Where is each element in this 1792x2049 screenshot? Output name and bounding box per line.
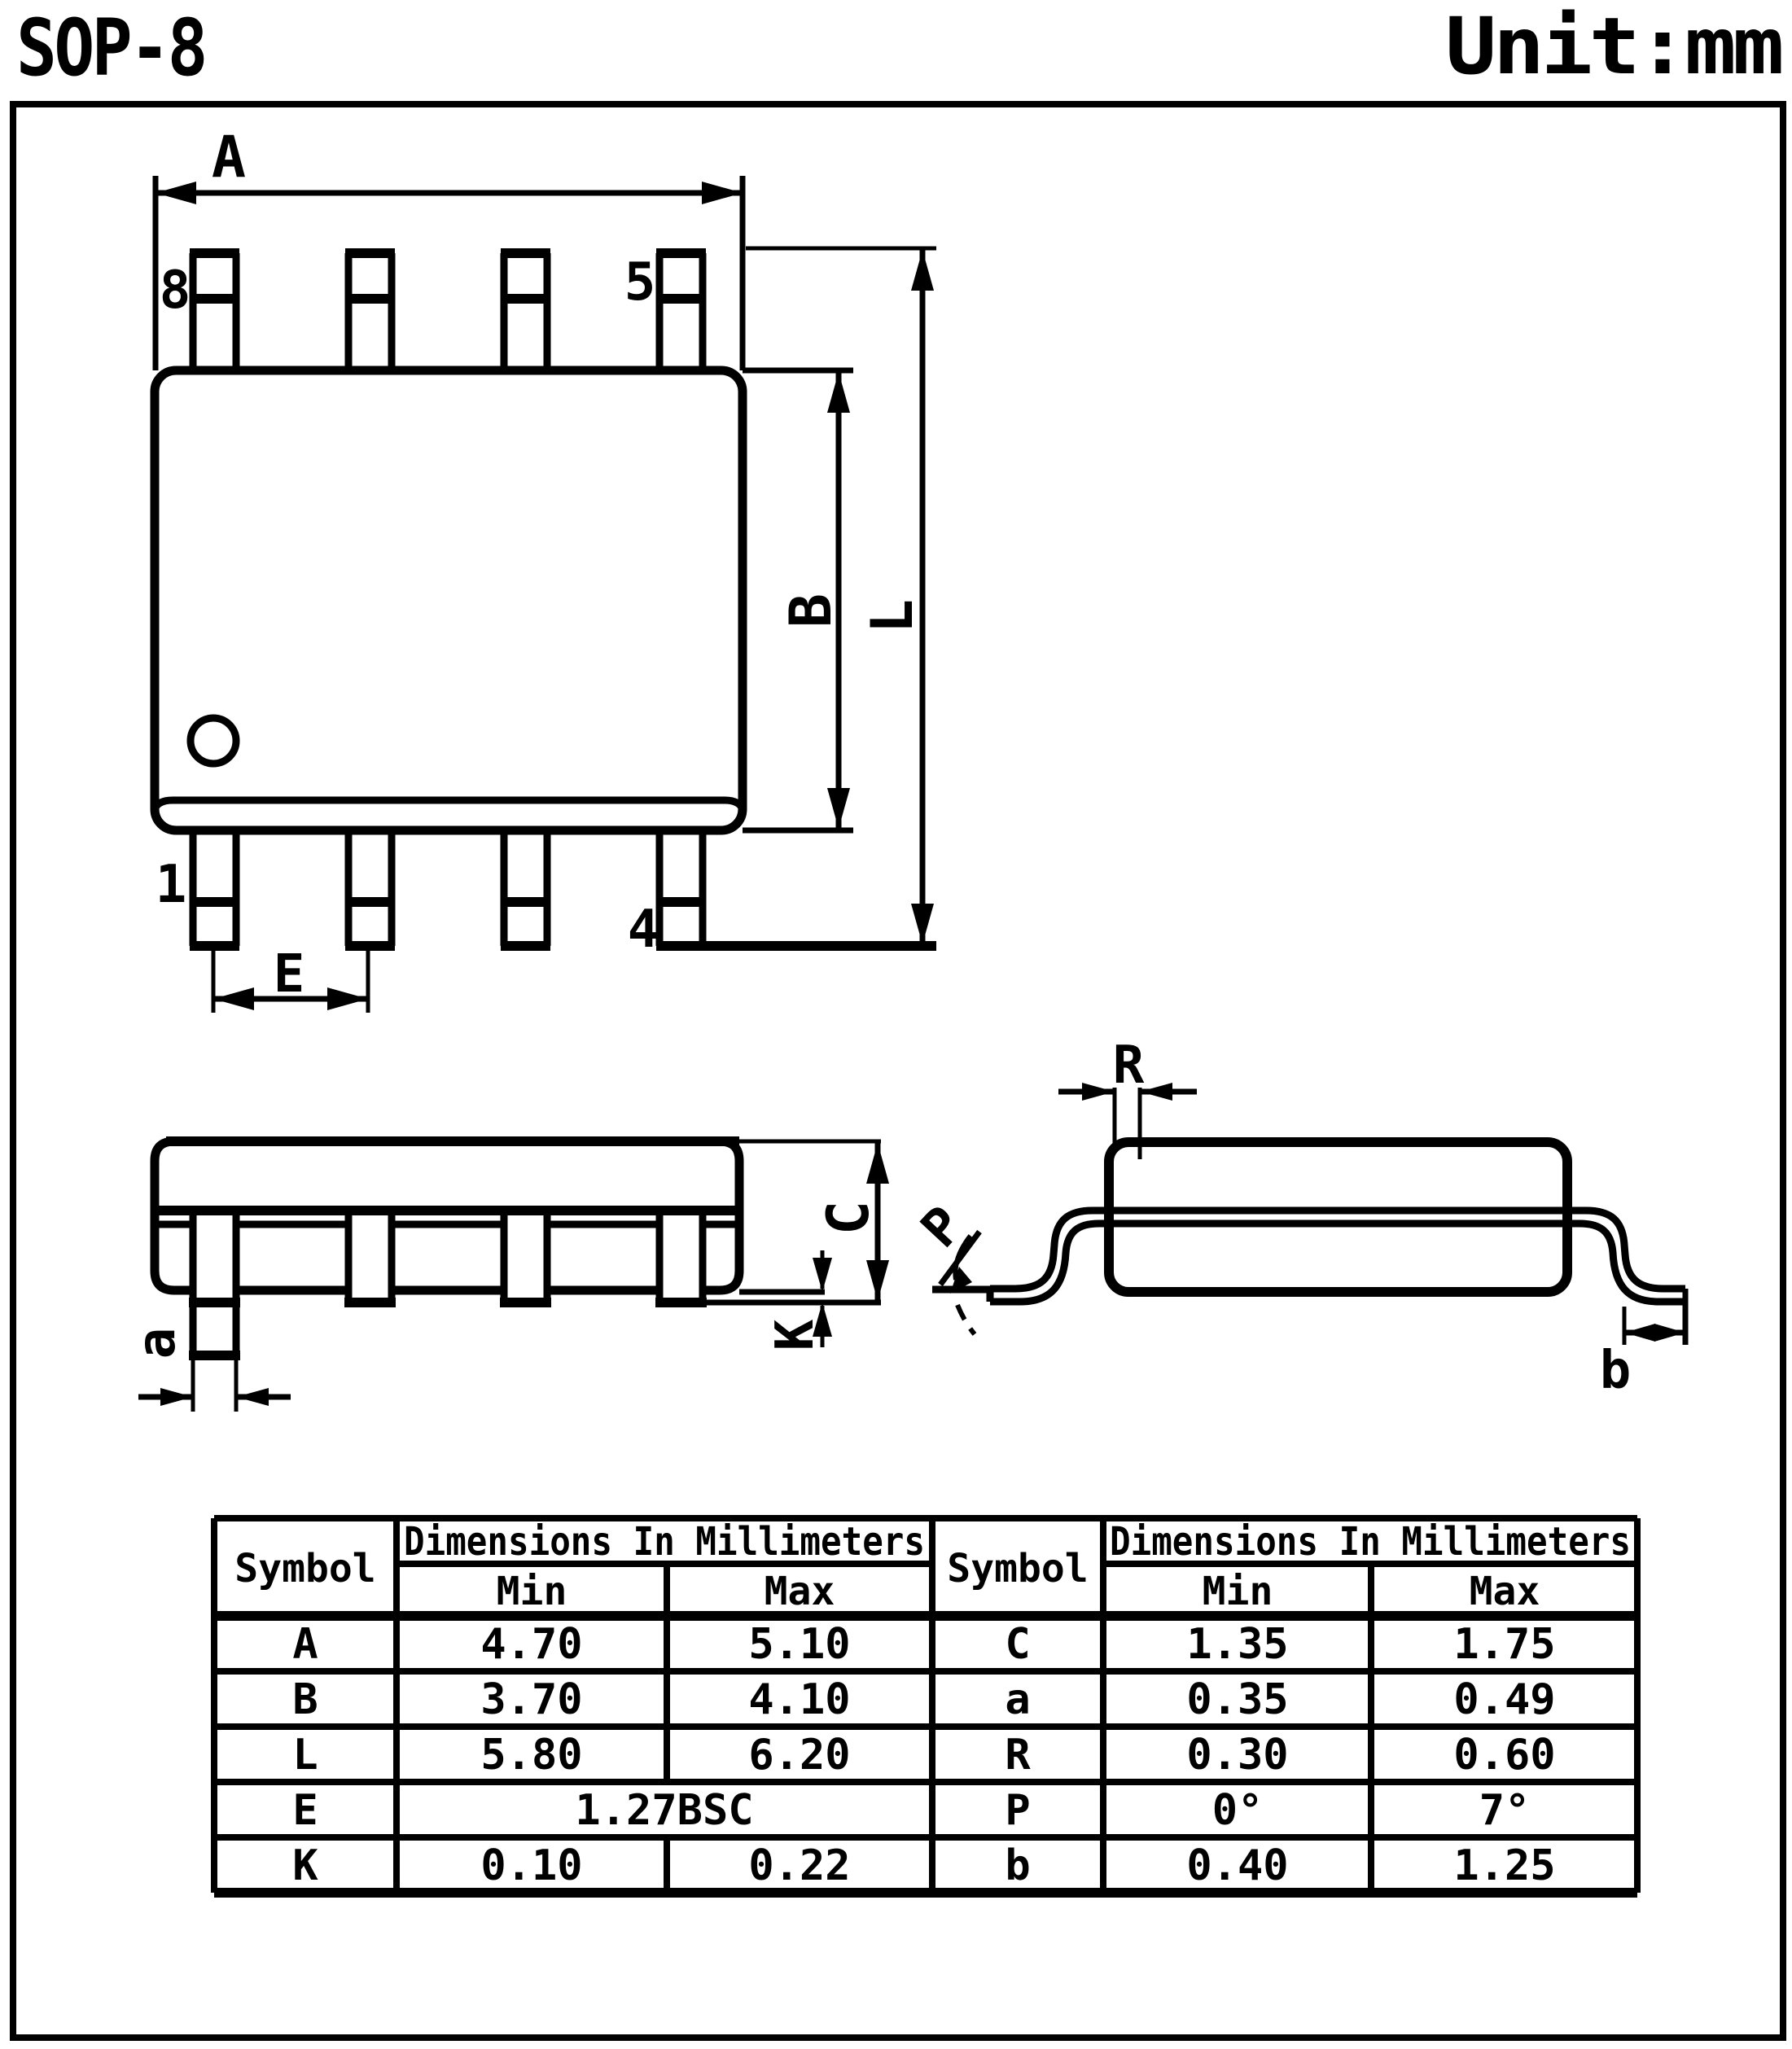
- cell-max: 5.10: [748, 1620, 851, 1669]
- pin1-foot: [189, 1303, 240, 1355]
- table-row: [1005, 1620, 1555, 1669]
- cell-symbol: L: [292, 1731, 318, 1780]
- cell-symbol: C: [1005, 1620, 1031, 1669]
- dim-B-label: B: [778, 593, 844, 628]
- side-view: [127, 1141, 889, 1412]
- table-row: [292, 1786, 753, 1835]
- col-header-max: Max: [764, 1569, 835, 1614]
- cell-symbol: B: [292, 1675, 318, 1724]
- dimension-tables: [214, 1518, 1637, 1893]
- cell-min: 0.30: [1186, 1731, 1289, 1780]
- col-header-symbol: Symbol: [234, 1546, 376, 1591]
- dim-K-label: K: [765, 1319, 826, 1351]
- dim-A-label: A: [211, 124, 247, 190]
- dim-b-label: b: [1599, 1341, 1632, 1401]
- table-row: [1005, 1841, 1555, 1890]
- cell-merged-value: 1.27BSC: [575, 1786, 754, 1835]
- col-header-symbol: Symbol: [947, 1546, 1089, 1591]
- cell-max: 7°: [1479, 1786, 1531, 1835]
- pin1-marker-circle: [191, 718, 236, 764]
- right-lead: [1580, 1211, 1685, 1345]
- cell-min: 0.35: [1186, 1675, 1289, 1724]
- cell-max: 0.22: [748, 1841, 851, 1890]
- bottom-pins: [190, 830, 703, 946]
- top-view: [155, 124, 936, 1013]
- leadframe-lines: [1093, 1211, 1586, 1224]
- cell-max: 0.49: [1453, 1675, 1556, 1724]
- cell-symbol: P: [1005, 1786, 1031, 1835]
- table-row: [292, 1675, 850, 1724]
- table-row: [1005, 1786, 1530, 1835]
- dim-P-label: P: [909, 1195, 975, 1260]
- dim-E: [213, 944, 368, 1013]
- left-lead: [990, 1211, 1099, 1302]
- pin-number-8: 8: [159, 261, 191, 321]
- side-body-right-edge: [720, 1141, 739, 1290]
- cell-min: 1.35: [1186, 1620, 1289, 1669]
- dim-a-label: a: [127, 1327, 187, 1359]
- col-header-min: Min: [1202, 1569, 1273, 1614]
- dim-A: [156, 124, 743, 370]
- unit-label: Unit:mm: [1445, 1, 1782, 92]
- body-chamfer-line: [155, 800, 743, 811]
- dim-P: [910, 1195, 991, 1334]
- dim-B: [743, 370, 853, 830]
- cell-max: 1.25: [1453, 1841, 1556, 1890]
- dim-R-label: R: [1112, 1035, 1145, 1096]
- table-row: [292, 1620, 850, 1669]
- cell-symbol: R: [1005, 1731, 1031, 1780]
- cell-min: 5.80: [480, 1731, 583, 1780]
- cell-max: 4.10: [748, 1675, 851, 1724]
- table-row: [292, 1841, 850, 1890]
- cell-min: 0.10: [480, 1841, 583, 1890]
- cell-min: 0°: [1211, 1786, 1264, 1835]
- pin-number-1: 1: [155, 855, 187, 915]
- dim-C-label: C: [815, 1200, 882, 1236]
- pin-number-4: 4: [627, 900, 659, 960]
- side-body-left-edge: [155, 1141, 174, 1290]
- cell-max: 0.60: [1453, 1731, 1556, 1780]
- end-view: [910, 1035, 1685, 1401]
- table-row: [1005, 1731, 1555, 1780]
- table-row: [1005, 1675, 1555, 1724]
- dim-a: [127, 1328, 291, 1412]
- cell-max: 1.75: [1453, 1620, 1556, 1669]
- cell-min: 3.70: [480, 1675, 583, 1724]
- cell-symbol: E: [292, 1786, 318, 1835]
- col-header-max: Max: [1469, 1569, 1540, 1614]
- cell-symbol: K: [292, 1841, 318, 1890]
- page-title: SOP-8: [16, 2, 205, 94]
- dim-E-label: E: [273, 944, 305, 1005]
- package-body-top-view: [155, 370, 743, 830]
- cell-max: 6.20: [748, 1731, 851, 1780]
- package-body-end-view: [1109, 1142, 1567, 1292]
- cell-min: 0.40: [1186, 1841, 1289, 1890]
- table-horizontal-lines: [214, 1518, 1637, 1837]
- cell-min: 4.70: [480, 1620, 583, 1669]
- cell-symbol: a: [1005, 1675, 1031, 1724]
- col-header-min: Min: [496, 1569, 567, 1614]
- cell-symbol: A: [292, 1620, 318, 1669]
- col-header-dims: Dimensions In Millimeters: [1110, 1519, 1631, 1565]
- dim-b: [1600, 1307, 1685, 1401]
- cell-symbol: b: [1005, 1841, 1031, 1890]
- dim-L-label: L: [859, 598, 926, 634]
- table-heavy-lines: [214, 1616, 1637, 1893]
- col-header-dims: Dimensions In Millimeters: [404, 1519, 925, 1565]
- pin-number-5: 5: [624, 252, 656, 313]
- table-row: [292, 1731, 850, 1780]
